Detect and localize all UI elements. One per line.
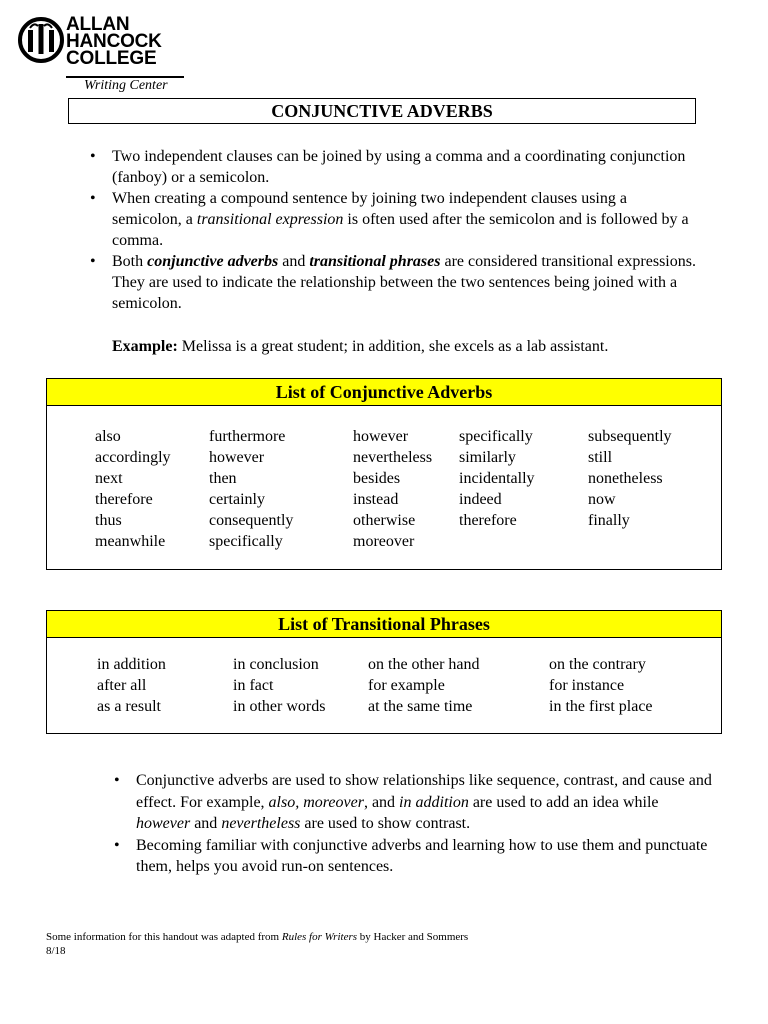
adverb-word: instead: [353, 491, 399, 508]
intro-bullet-1: [88, 146, 698, 188]
logo-line-allan: ALLAN: [66, 14, 130, 35]
example-sentence: [112, 336, 712, 357]
adverb-word: next: [95, 470, 123, 487]
intro-bullet-2-emphasis: transitional expression: [196, 211, 344, 228]
notes-bullet-1: [112, 770, 712, 835]
adverbs-column-5: [588, 426, 672, 531]
footer-source-text: Some information for this handout was adapted from: [46, 931, 282, 943]
intro-bullet-3-text-end: are considered transitional expressions. They are used to indicate the relationship between the two sentences being joined with a semicolon.: [112, 253, 696, 312]
notes-bullet-1-text: Conjunctive adverbs are used to show relationships like sequence, contrast, and cause and effect. For example,: [136, 772, 712, 811]
adverb-word: however: [353, 428, 409, 445]
logo-subtitle: Writing Center: [84, 78, 168, 93]
adverb-word: nevertheless: [353, 449, 433, 466]
adverb-word: subsequently: [588, 428, 672, 445]
adverb-word: now: [588, 491, 616, 508]
phrase-item: for example: [368, 677, 445, 694]
adverb-word: therefore: [459, 512, 517, 529]
adverb-word: indeed: [459, 491, 502, 508]
notes-emphasis-nevertheless: nevertheless: [221, 815, 301, 832]
adverb-word: thus: [95, 512, 122, 529]
transitional-phrases-table: [46, 610, 722, 734]
college-logo-mark: [18, 16, 64, 64]
notes-bullet-1-text: and: [190, 815, 222, 832]
adverb-word: incidentally: [459, 470, 535, 487]
adverb-word: consequently: [209, 512, 294, 529]
phrase-item: for instance: [549, 677, 625, 694]
conjunctive-adverbs-heading: List of Conjunctive Adverbs: [47, 379, 721, 406]
page-title: CONJUNCTIVE ADVERBS: [68, 98, 696, 124]
adverb-word: accordingly: [95, 449, 171, 466]
adverb-word: however: [209, 449, 265, 466]
phrases-column-2: [233, 654, 325, 717]
example-text: Melissa is a great student; in addition, she excels as a lab assistant.: [177, 338, 609, 355]
phrase-item: in the first place: [549, 698, 653, 715]
phrases-column-4: [549, 654, 653, 717]
adverbs-column-1: [95, 426, 171, 552]
phrase-item: on the contrary: [549, 656, 646, 673]
adverb-word: certainly: [209, 491, 265, 508]
conjunctive-adverbs-table: [46, 378, 722, 570]
phrase-item: in conclusion: [233, 656, 319, 673]
adverb-word: similarly: [459, 449, 516, 466]
notes-bullet-list: [112, 770, 712, 878]
footer-book-title: Rules for Writers: [281, 931, 358, 943]
intro-bullet-3: [88, 251, 698, 314]
notes-bullet-1-text: are used to add an idea while: [468, 793, 659, 811]
phrase-item: on the other hand: [368, 656, 480, 673]
college-logo: [18, 12, 178, 93]
notes-emphasis-in-addition: in addition: [399, 793, 469, 811]
phrases-column-3: [368, 654, 480, 717]
intro-bullet-3-emphasis-1: conjunctive adverbs: [147, 253, 279, 270]
intro-bullet-1-text: Two independent clauses can be joined by using a comma and a coordinating conjunction (fanboy) or a semicolon.: [112, 148, 686, 186]
adverb-word: besides: [353, 470, 401, 487]
notes-bullet-2-text: Becoming familiar with conjunctive adverbs and learning how to use them and punctuate them, helps you avoid run-on sentences.: [136, 836, 708, 875]
phrase-item: as a result: [97, 698, 161, 715]
adverb-word: still: [588, 449, 613, 466]
intro-bullet-3-text: Both: [112, 253, 148, 270]
phrase-item: in addition: [97, 656, 166, 673]
intro-bullet-list: [88, 146, 698, 314]
adverb-word: specifically: [209, 533, 283, 550]
intro-bullet-2: [88, 188, 698, 251]
phrase-item: after all: [97, 677, 147, 694]
footer-source-authors: by Hacker and Sommers: [357, 931, 469, 943]
intro-bullet-3-emphasis-2: transitional phrases: [309, 253, 441, 270]
adverbs-column-2: [209, 426, 293, 552]
logo-line-hancock: HANCOCK: [66, 31, 162, 52]
phrase-item: in other words: [233, 698, 326, 715]
footer-date: 8/18: [46, 945, 66, 957]
adverb-word: otherwise: [353, 512, 416, 529]
notes-bullet-1-text: are used to show contrast.: [300, 815, 471, 832]
adverbs-column-4: [459, 426, 535, 531]
notes-bullet-2: [112, 835, 712, 878]
phrase-item: in fact: [233, 677, 274, 694]
footer-source: [46, 930, 468, 944]
adverbs-column-3: [353, 426, 432, 552]
adverb-word: specifically: [459, 428, 533, 445]
adverb-word: moreover: [353, 533, 415, 550]
adverb-word: finally: [588, 512, 630, 529]
adverb-word: therefore: [95, 491, 153, 508]
adverb-word: nonetheless: [588, 470, 663, 487]
intro-bullet-3-text-mid: and: [278, 253, 310, 270]
footer: [46, 930, 468, 958]
phrases-column-1: [97, 654, 166, 717]
transitional-phrases-heading: List of Transitional Phrases: [47, 611, 721, 638]
adverb-word: also: [95, 428, 121, 445]
adverb-word: furthermore: [209, 428, 286, 445]
notes-emphasis-also-moreover: also, moreover: [268, 793, 364, 811]
notes-bullet-1-text: , and: [363, 793, 400, 811]
example-label: Example:: [112, 338, 178, 355]
intro-bullet-2-text-end: is often used after the semicolon and is followed by a comma.: [112, 211, 689, 249]
notes-emphasis-however: however: [136, 815, 191, 832]
intro-bullet-2-text: When creating a compound sentence by joining two independent clauses using a semicolon, a: [112, 190, 627, 228]
adverb-word: then: [209, 470, 237, 487]
adverb-word: meanwhile: [95, 533, 166, 550]
phrase-item: at the same time: [368, 698, 473, 715]
logo-line-college: COLLEGE: [66, 48, 157, 69]
